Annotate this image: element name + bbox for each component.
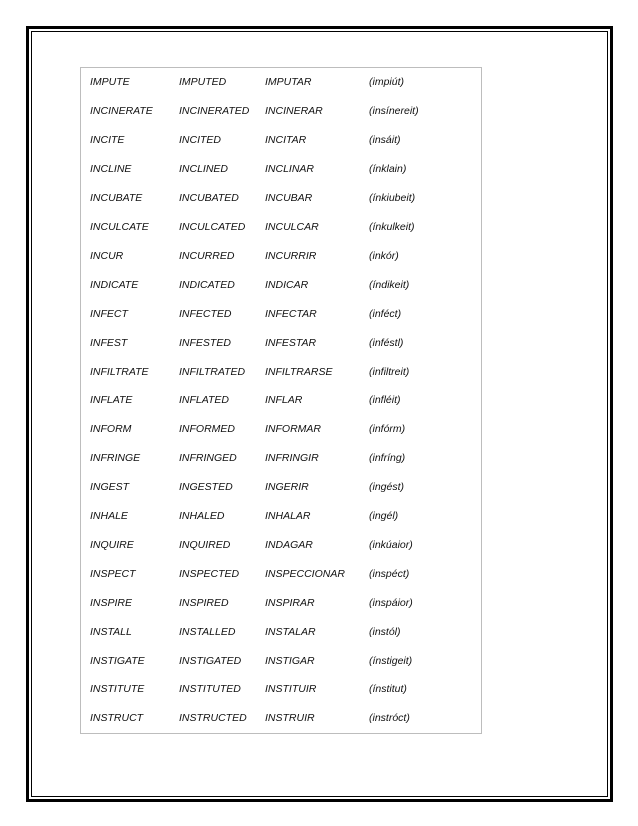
pronunciation-cell: (insínereit) <box>369 105 419 118</box>
spanish-cell: INCUBAR <box>265 192 313 205</box>
pronunciation-cell: (ingést) <box>369 481 405 494</box>
base-form-cell: INCULCATE <box>90 220 149 233</box>
past-form-cell: INCLINED <box>179 163 229 176</box>
base-form-cell: INGEST <box>90 481 130 494</box>
table-row <box>81 444 482 473</box>
table-row <box>81 299 482 328</box>
spanish-cell: INCITAR <box>265 134 307 147</box>
pronunciation-cell: (índikeit) <box>369 278 410 291</box>
spanish-cell: INSPIRAR <box>265 596 315 609</box>
pronunciation-cell: (infórm) <box>369 423 406 436</box>
table-row <box>81 415 482 444</box>
verb-table <box>80 67 482 734</box>
spanish-cell: INFECTAR <box>265 307 317 320</box>
spanish-cell: INCURRIR <box>265 249 317 262</box>
table-row <box>81 473 482 502</box>
past-form-cell: INQUIRED <box>179 538 231 551</box>
base-form-cell: INCITE <box>90 134 125 147</box>
base-form-cell: INFEST <box>90 336 128 349</box>
base-form-cell: INSPECT <box>90 567 136 580</box>
pronunciation-cell: (ínstitut) <box>369 683 407 696</box>
pronunciation-cell: (instróct) <box>369 712 410 725</box>
spanish-cell: INSTITUIR <box>265 683 317 696</box>
past-form-cell: INDICATED <box>179 278 235 291</box>
past-form-cell: INCULCATED <box>179 220 246 233</box>
past-form-cell: INFILTRATED <box>179 365 246 378</box>
base-form-cell: INCLINE <box>90 163 132 176</box>
pronunciation-cell: (inkór) <box>369 249 399 262</box>
spanish-cell: INCINERAR <box>265 105 323 118</box>
pronunciation-cell: (ingél) <box>369 510 399 523</box>
pronunciation-cell: (ínkulkeit) <box>369 220 415 233</box>
spanish-cell: INFORMAR <box>265 423 321 436</box>
pronunciation-cell: (ínklain) <box>369 163 407 176</box>
pronunciation-cell: (ínstigeit) <box>369 654 413 667</box>
base-form-cell: INCUBATE <box>90 192 143 205</box>
past-form-cell: INFLATED <box>179 394 229 407</box>
base-form-cell: INFECT <box>90 307 128 320</box>
pronunciation-cell: (inféct) <box>369 307 402 320</box>
spanish-cell: INFILTRARSE <box>265 365 333 378</box>
spanish-cell: INFRINGIR <box>265 452 319 465</box>
base-form-cell: INFLATE <box>90 394 133 407</box>
table-row <box>81 126 482 155</box>
base-form-cell: INSTIGATE <box>90 654 145 667</box>
past-form-cell: INFECTED <box>179 307 232 320</box>
base-form-cell: INCUR <box>90 249 124 262</box>
base-form-cell: INFRINGE <box>90 452 141 465</box>
spanish-cell: INCLINAR <box>265 163 315 176</box>
spanish-cell: IMPUTAR <box>265 76 312 89</box>
past-form-cell: INCUBATED <box>179 192 239 205</box>
past-form-cell: INFORMED <box>179 423 235 436</box>
table-row <box>81 386 482 415</box>
pronunciation-cell: (inspéct) <box>369 567 410 580</box>
table-row <box>81 675 482 704</box>
table-row <box>81 704 482 733</box>
base-form-cell: INSTITUTE <box>90 683 145 696</box>
table-row <box>81 617 482 646</box>
pronunciation-cell: (ínkiubeit) <box>369 192 416 205</box>
spanish-cell: INHALAR <box>265 510 311 523</box>
base-form-cell: INHALE <box>90 510 128 523</box>
pronunciation-cell: (infléit) <box>369 394 401 407</box>
table-row <box>81 213 482 242</box>
table-row <box>81 531 482 560</box>
pronunciation-cell: (inféstl) <box>369 336 404 349</box>
past-form-cell: INCITED <box>179 134 221 147</box>
base-form-cell: INFORM <box>90 423 132 436</box>
table-row <box>81 588 482 617</box>
base-form-cell: INSTRUCT <box>90 712 144 725</box>
base-form-cell: INDICATE <box>90 278 139 291</box>
table-row <box>81 328 482 357</box>
table-row <box>81 559 482 588</box>
past-form-cell: INSPECTED <box>179 567 240 580</box>
past-form-cell: INHALED <box>179 510 225 523</box>
table-row <box>81 155 482 184</box>
base-form-cell: INFILTRATE <box>90 365 149 378</box>
past-form-cell: INSTITUTED <box>179 683 241 696</box>
table-row <box>81 68 482 97</box>
pronunciation-cell: (infríng) <box>369 452 406 465</box>
spanish-cell: INSTALAR <box>265 625 316 638</box>
pronunciation-cell: (inkúaior) <box>369 538 413 551</box>
table-row <box>81 357 482 386</box>
past-form-cell: INFRINGED <box>179 452 237 465</box>
pronunciation-cell: (impiút) <box>369 76 405 89</box>
base-form-cell: INSPIRE <box>90 596 133 609</box>
pronunciation-cell: (insáit) <box>369 134 401 147</box>
table-row <box>81 97 482 126</box>
spanish-cell: INSTIGAR <box>265 654 315 667</box>
table-row <box>81 270 482 299</box>
verb-table-body <box>81 68 482 734</box>
spanish-cell: INFLAR <box>265 394 303 407</box>
past-form-cell: INGESTED <box>179 481 233 494</box>
table-row <box>81 502 482 531</box>
spanish-cell: INFESTAR <box>265 336 317 349</box>
spanish-cell: INDAGAR <box>265 538 313 551</box>
spanish-cell: INCULCAR <box>265 220 319 233</box>
table-row <box>81 241 482 270</box>
spanish-cell: INSPECCIONAR <box>265 567 345 580</box>
pronunciation-cell: (instól) <box>369 625 401 638</box>
base-form-cell: INSTALL <box>90 625 132 638</box>
spanish-cell: INGERIR <box>265 481 309 494</box>
past-form-cell: INSTRUCTED <box>179 712 247 725</box>
past-form-cell: INCURRED <box>179 249 235 262</box>
base-form-cell: INCINERATE <box>90 105 153 118</box>
base-form-cell: IMPUTE <box>90 76 130 89</box>
pronunciation-cell: (inspáior) <box>369 596 413 609</box>
table-row <box>81 184 482 213</box>
past-form-cell: INSPIRED <box>179 596 229 609</box>
past-form-cell: IMPUTED <box>179 76 227 89</box>
pronunciation-cell: (infiltreit) <box>369 365 410 378</box>
table-row <box>81 646 482 675</box>
past-form-cell: INFESTED <box>179 336 231 349</box>
past-form-cell: INSTIGATED <box>179 654 242 667</box>
spanish-cell: INDICAR <box>265 278 309 291</box>
base-form-cell: INQUIRE <box>90 538 134 551</box>
spanish-cell: INSTRUIR <box>265 712 315 725</box>
past-form-cell: INCINERATED <box>179 105 250 118</box>
past-form-cell: INSTALLED <box>179 625 236 638</box>
